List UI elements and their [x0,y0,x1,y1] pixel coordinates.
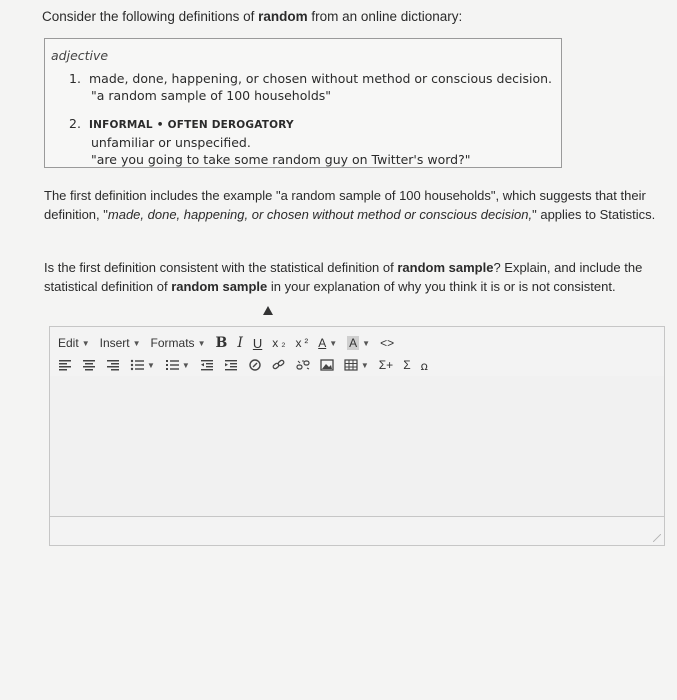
superscript-mark: ² [304,337,309,349]
align-center-icon [82,359,96,371]
source-code-button[interactable]: <> [380,336,395,350]
definition-2 [69,115,470,168]
definition-2-tag-informal: INFORMAL [89,119,153,131]
outdent-button[interactable] [198,359,216,371]
special-character-button[interactable]: ꭥ [420,358,428,373]
para1-italic-quote: made, done, happening, or chosen without method or conscious decision, [107,207,533,222]
chevron-down-icon: ▼ [132,338,141,348]
definition-2-tag-derogatory: OFTEN DEROGATORY [167,119,294,131]
unlink-icon [296,359,310,371]
align-right-icon [106,359,120,371]
insert-image-button[interactable] [318,359,336,371]
answer-text-area[interactable] [50,376,664,518]
image-icon [320,359,334,371]
numbered-list-button[interactable] [163,359,192,371]
subscript-button[interactable] [270,336,287,350]
resize-handle-icon[interactable] [653,534,661,542]
background-color-icon: A [349,336,358,350]
editor-toolbar [50,327,664,377]
chevron-down-icon: ▼ [81,338,90,348]
table-icon [344,359,358,371]
outdent-icon [200,359,214,371]
align-left-button[interactable] [56,359,74,371]
chevron-down-icon: ▼ [362,338,371,348]
edit-menu-label: Edit [58,336,79,350]
chevron-down-icon: ▼ [360,360,369,370]
subscript-label: x [272,336,279,350]
superscript-button[interactable] [294,336,311,350]
question-prompt [42,9,462,24]
bold-button[interactable]: B [215,335,228,351]
subscript-mark: ₂ [281,337,286,349]
definition-2-example: "are you going to take some random guy on Twitter's word?" [91,152,471,167]
chevron-down-icon: ▼ [147,360,155,370]
indent-button[interactable] [222,359,240,371]
chain-link-icon [272,359,286,371]
definition-1-number: 1. [69,71,81,86]
para1-text-a: The first definition includes the example "a random sample of 100 households", which suggests that their definition, " [44,188,646,222]
para1-text-b: " applies to Statistics. [532,207,656,222]
font-color-button[interactable] [316,336,339,350]
part-of-speech: adjective [51,48,109,63]
edit-menu[interactable] [56,336,92,350]
definition-2-text: unfamiliar or unspecified. [91,135,251,150]
para2-text-a: Is the first definition consistent with the statistical definition of [44,260,398,275]
tag-separator: • [156,119,164,131]
align-right-button[interactable] [104,359,122,371]
definition-1 [69,70,552,104]
chevron-down-icon: ▼ [329,338,338,348]
rich-text-editor[interactable] [49,326,665,546]
superscript-label: x [295,336,302,350]
paragraph-question [44,258,669,296]
background-color-button[interactable] [345,336,372,350]
indent-icon [224,359,238,371]
unlink-button[interactable] [294,359,312,371]
link-icon [248,359,262,371]
align-center-button[interactable] [80,359,98,371]
italic-button[interactable]: I [237,335,243,351]
prompt-text-end: from an online dictionary: [307,9,463,24]
formats-menu-label: Formats [150,336,195,350]
underline-button[interactable]: U [252,335,263,351]
anchor-button[interactable] [270,359,288,371]
insert-menu[interactable] [98,336,143,350]
formats-menu[interactable] [149,336,208,350]
prompt-bold-word: random [258,9,308,24]
align-left-icon [58,359,72,371]
bullet-list-icon [130,359,144,371]
definition-1-example: "a random sample of 100 households" [91,88,332,103]
numbered-list-icon [165,359,179,371]
para2-text-b: ? Explain, and include the statistical definition of [44,260,643,294]
para2-bold-1: random sample [397,260,494,275]
paragraph-first-definition [44,186,669,224]
chevron-down-icon: ▼ [181,360,190,370]
prompt-text: Consider the following definitions of [42,9,259,24]
chevron-down-icon: ▼ [197,338,206,348]
insert-equation-button[interactable]: Σ+ [378,358,394,372]
definition-1-text: made, done, happening, or chosen without method or conscious decision. [89,71,553,86]
bullet-list-button[interactable] [128,359,157,371]
insert-table-button[interactable] [342,359,371,371]
mouse-cursor-icon [263,306,273,315]
definition-2-number: 2. [69,116,81,131]
insert-menu-label: Insert [99,336,130,350]
editor-status-bar [50,516,664,545]
para2-bold-2: random sample [171,279,268,294]
para2-text-c: in your explanation of why you think it is or is not consistent. [267,279,616,294]
definition-box [44,38,562,168]
insert-link-button[interactable] [246,359,264,371]
equation-editor-button[interactable]: Σ [403,358,411,372]
font-color-icon: A [318,336,327,350]
